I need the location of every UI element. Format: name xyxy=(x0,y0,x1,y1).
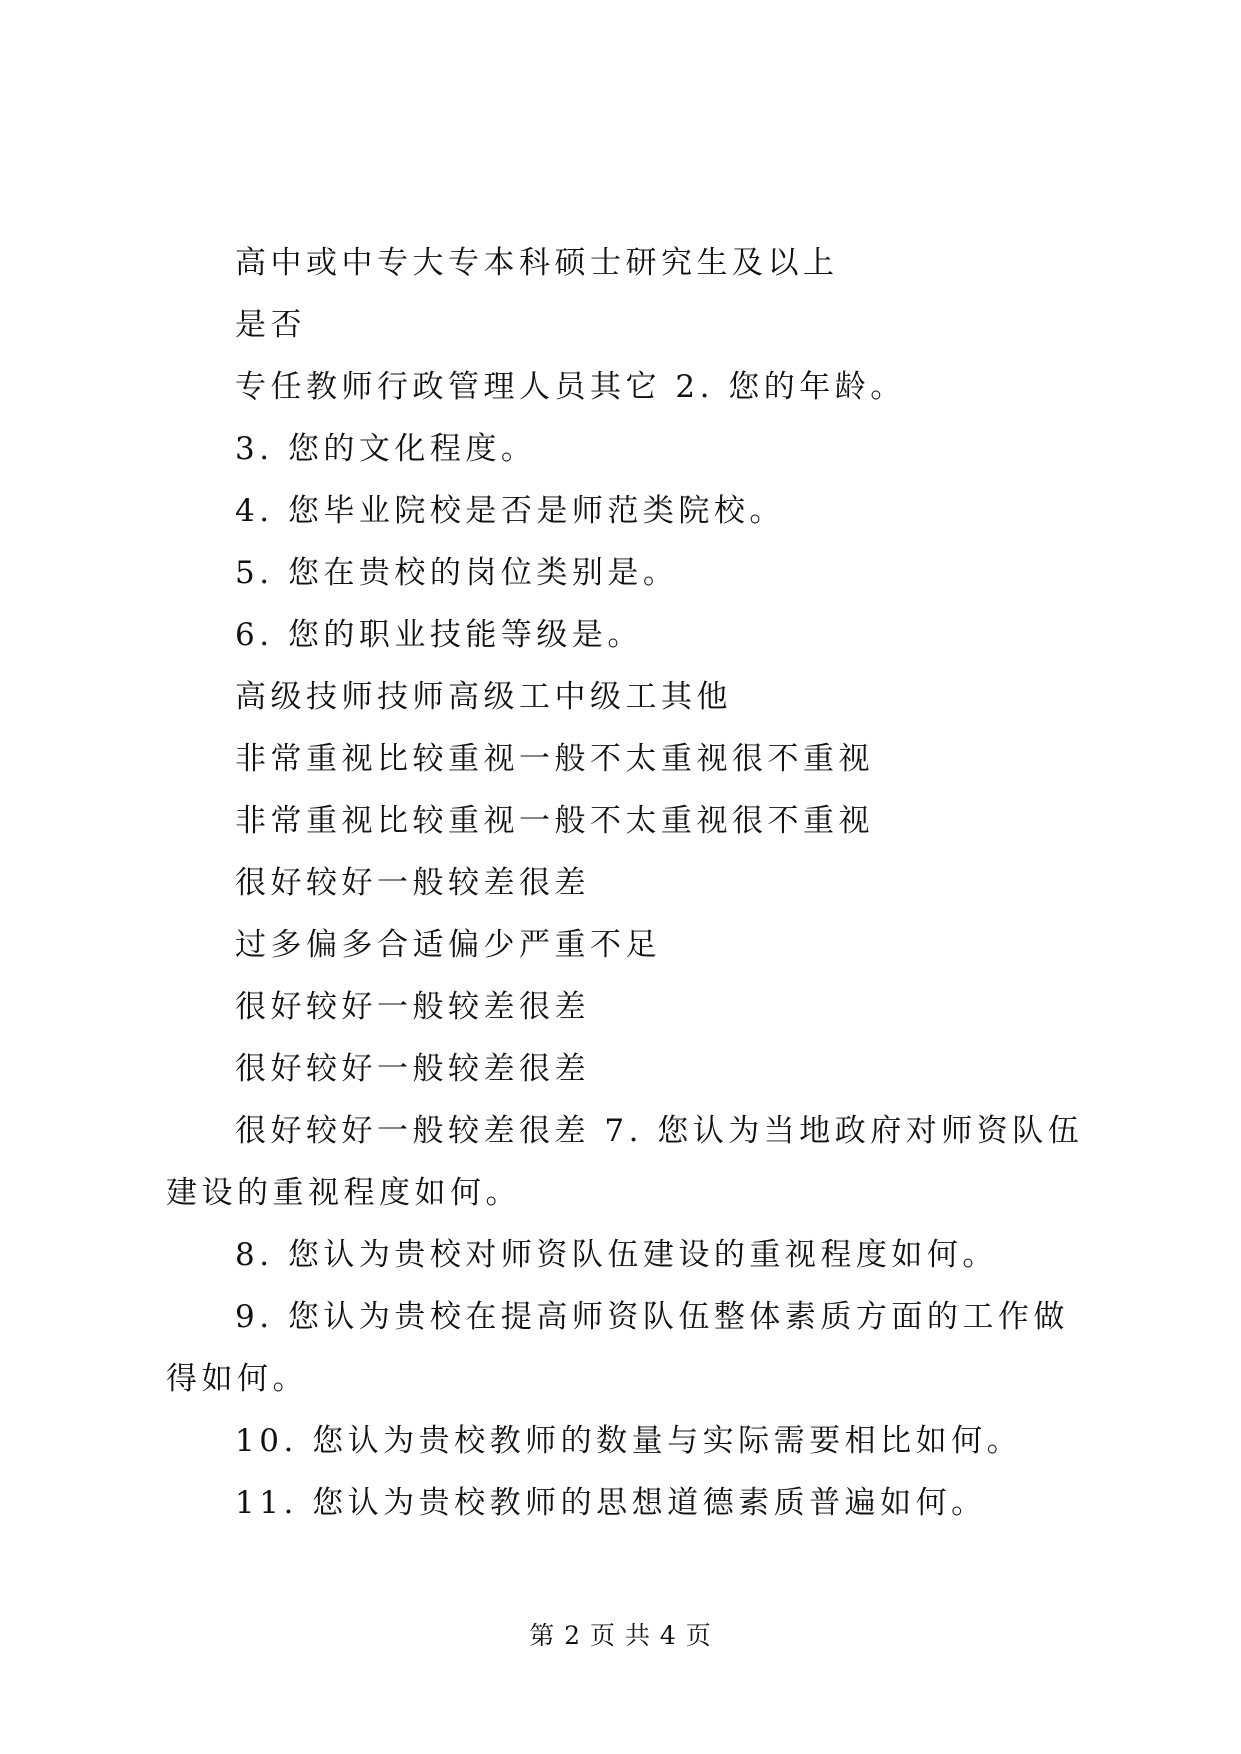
page-footer xyxy=(0,1616,1241,1652)
paragraph-q5: 5. 您在贵校的岗位类别是。 xyxy=(235,555,679,591)
paragraph-rating-options: 很好较好一般较差很差 xyxy=(235,865,590,901)
paragraph-skill-level-options: 高级技师技师高级工中级工其他 xyxy=(235,679,732,715)
document-body xyxy=(166,232,1086,1534)
paragraph-role-options-and-q2: 专任教师行政管理人员其它 2. 您的年龄。 xyxy=(235,369,906,405)
paragraph-q6: 6. 您的职业技能等级是。 xyxy=(235,617,643,653)
paragraph-rating-options-and-q7: 很好较好一般较差很差 7. 您认为当地政府对师资队伍建设的重视程度如何。 xyxy=(166,1113,1084,1211)
paragraph-education-options: 高中或中专大专本科硕士研究生及以上 xyxy=(235,245,839,281)
paragraph-importance-options: 非常重视比较重视一般不太重视很不重视 xyxy=(235,741,874,777)
paragraph-q10: 10. 您认为贵校教师的数量与实际需要相比如何。 xyxy=(235,1423,1023,1459)
paragraph-rating-options: 很好较好一般较差很差 xyxy=(235,1051,590,1087)
paragraph-q3: 3. 您的文化程度。 xyxy=(235,431,537,467)
page-number: 第 2 页 共 4 页 xyxy=(529,1621,712,1650)
paragraph-rating-options: 很好较好一般较差很差 xyxy=(235,989,590,1025)
paragraph-importance-options: 非常重视比较重视一般不太重视很不重视 xyxy=(235,803,874,839)
paragraph-q8: 8. 您认为贵校对师资队伍建设的重视程度如何。 xyxy=(235,1237,998,1273)
paragraph-q4: 4. 您毕业院校是否是师范类院校。 xyxy=(235,493,785,529)
paragraph-yes-no-options: 是否 xyxy=(235,307,306,343)
paragraph-quantity-options: 过多偏多合适偏少严重不足 xyxy=(235,927,661,963)
paragraph-q9: 9. 您认为贵校在提高师资队伍整体素质方面的工作做得如何。 xyxy=(166,1299,1069,1397)
paragraph-q11: 11. 您认为贵校教师的思想道德素质普遍如何。 xyxy=(235,1485,987,1521)
